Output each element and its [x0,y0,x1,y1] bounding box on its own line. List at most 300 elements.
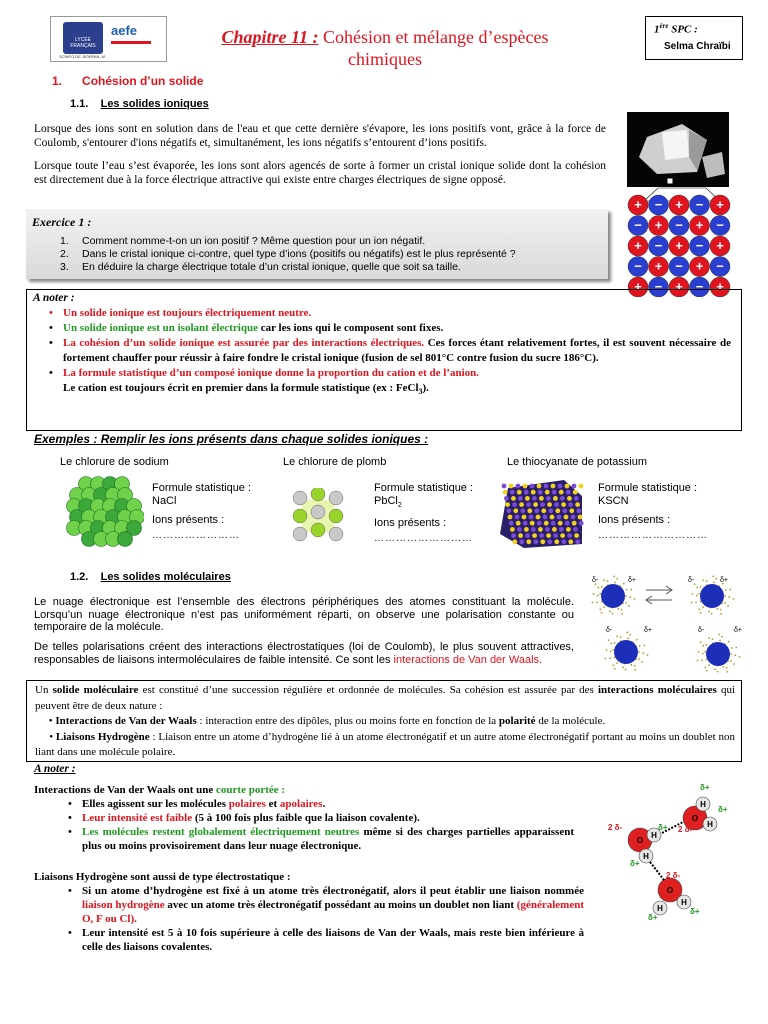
ion-sphere [516,484,521,489]
example-name: Le chlorure de sodium [60,456,169,468]
ion-sphere [545,490,550,495]
electron-dot [634,669,636,671]
ion-sphere [552,527,557,532]
ion-sphere [567,496,572,501]
electron-dot [697,660,699,662]
note-item: • Un solide ionique est toujours électriquement neutre. [35,306,731,321]
note-box-1 [26,289,742,431]
ion-sphere [574,496,579,501]
ion-sphere [575,502,580,507]
ion-sphere [511,496,516,501]
electron-dot [609,611,611,613]
electron-dot [706,644,708,646]
ion-sphere [560,533,565,538]
electron-dot [726,671,728,673]
molecule [700,584,724,608]
ion-sphere [534,508,539,513]
charge-label: δ+ [648,913,658,922]
electron-dot [698,651,700,653]
electron-dot [717,671,719,673]
ion-sphere [519,502,524,507]
electron-dot [730,660,732,662]
electron-dot [720,613,722,615]
electron-dot [722,666,724,668]
ion-sphere [574,533,579,538]
salt-crystal-photo [627,112,729,187]
example-name: Le chlorure de plomb [283,456,387,468]
electron-dot [630,589,632,591]
ion-sphere [572,521,577,526]
electron-dot [733,598,735,600]
note-1-list [35,306,731,399]
ion-sphere [555,508,560,513]
ion-sign-label: + [716,197,724,212]
paragraph-ionic-2: Lorsque toute l’eau s’est évaporée, les ions sont alors agencés de sorte à former un cristal ionique solide dont la cohésion est directement due à la force électrique attractive qui existe entre charges électriques de signe opposé. [34,160,606,186]
ion-sphere [526,539,531,544]
electron-dot [727,605,729,607]
nacl-crystal-image [64,474,144,550]
pbcl2-crystal-image [286,488,350,544]
electron-dot [596,601,598,603]
exercise-item: 1. Comment nomme-t-on un ion positif ? Même question pour un ion négatif. [60,235,426,247]
electron-dot [620,636,622,638]
electron-dot [625,595,627,597]
electron-dot [626,589,628,591]
ion-sphere [540,539,545,544]
ion-sphere [311,505,325,519]
ion-sign-label: − [675,217,683,233]
ion-sphere [575,539,580,544]
electron-dot [728,641,730,643]
electron-dot [731,647,733,649]
ion-sign-label: − [716,258,724,274]
ion-sphere [524,490,529,495]
ion-sphere [502,484,507,489]
ion-sign-label: − [716,217,724,233]
ion-sphere [512,502,517,507]
atom-label: H [707,820,713,829]
ion-sphere [562,508,567,513]
ion-sign-label: − [654,279,663,294]
ion-sphere [543,515,548,520]
ion-sphere [568,502,573,507]
electron-dot [643,645,645,647]
electron-dot [729,589,731,591]
electron-dot [607,580,609,582]
electron-dot [647,654,649,656]
ion-sphere [526,502,531,507]
ion-sphere [517,490,522,495]
ion-sphere [565,484,570,489]
electron-dot [608,639,610,641]
ion-sphere [572,484,577,489]
ion-sign-label: − [634,217,642,233]
note-item: • Si un atome d’hydrogène est fixé à un atome très électronégatif, alors il peut établir une liaison nommée liaison hydrogène avec un atome très électronégatif possédant au moins un doublet non liant (généralement O, F ou Cl). [54,884,584,926]
electron-dot [599,609,601,611]
examples-heading: Exemples : Remplir les ions présents dans chaque solides ioniques : [34,432,429,446]
ion-sphere [537,521,542,526]
ion-sphere [540,502,545,507]
electron-dot [724,595,726,597]
ion-sign-label: + [634,197,642,212]
electron-dot [701,659,703,661]
example-name: Le thiocyanate de potassium [507,456,648,468]
ion-sphere [532,496,537,501]
subsection-1-1-title: 1.1. Les solides ioniques [70,98,209,110]
electron-dot [712,638,714,640]
ion-sphere [532,533,537,538]
electron-dot [704,651,706,653]
paragraph-ionic-1: Lorsque des ions sont en solution dans de l'eau et que cette dernière s'évapore, les ions positifs vont, grâce à la force de Coulomb, s'entourer d'ions négatifs et, simultanément, les ions négatifs s’entourent d’ions positifs. [34,123,606,149]
example-2-text: Formule statistique : PbCl$_2$ Ions présents : ……………………… [374,482,474,544]
electron-dot [597,587,599,589]
charge-label: δ+ [690,907,700,916]
ion-sphere [554,502,559,507]
electron-dot [617,608,619,610]
ionic-lattice-diagram [620,185,740,297]
note-item: • Les molécules restent globalement électriquement neutres même si des charges partielles apparaissent plus ou moins provisoirement dans leur nuage électronique. [54,825,574,853]
ion-sphere [560,496,565,501]
ion-sphere [518,533,523,538]
electron-dot [621,609,623,611]
ion-sign-label: + [695,258,704,274]
definition-box [26,680,742,762]
electron-dot [696,595,698,597]
electron-dot [695,601,697,603]
electron-dot [626,632,628,634]
electron-dot [724,602,726,604]
ion-sphere [513,508,518,513]
atom-label: O [691,814,699,823]
ion-sphere [561,502,566,507]
electron-dot [739,656,741,658]
electron-dot [634,598,636,600]
molecule [706,642,730,666]
electron-dot [628,605,630,607]
ion-sphere [559,527,564,532]
ion-sphere [547,539,552,544]
ion-sphere [559,490,564,495]
electron-dot [702,645,704,647]
electron-dot [613,576,615,578]
ion-sphere [518,496,523,501]
atom-label: O [666,886,674,895]
electron-dot [593,593,595,595]
ion-sphere [118,532,133,547]
ion-sphere [536,515,541,520]
ion-sphere [544,484,549,489]
ion-sign-label: − [695,197,704,212]
electron-dot [616,578,618,580]
ion-sphere [293,527,307,541]
charge-label: δ- [592,577,599,584]
electron-dot [621,613,623,615]
note-item: • La formule statistique d’un composé ionique donne la proportion du cation et de l’anion. Le cation est toujours écrit en premier dans la formule statistique (ex : FeCl$_3$). [35,366,731,399]
ion-sphere [516,521,521,526]
ion-sign-label: + [675,279,683,294]
ion-sphere [530,484,535,489]
electron-dot [601,586,603,588]
ion-sphere [293,509,307,523]
electron-dot [612,665,614,667]
electron-dot [708,664,710,666]
ion-sphere [547,502,552,507]
ion-sphere [537,484,542,489]
ion-sign-label: − [695,279,704,294]
electron-dot [597,595,599,597]
ion-sphere [538,490,543,495]
electron-dot [601,612,603,614]
electron-dot [733,663,735,665]
ion-sphere [573,527,578,532]
ion-sphere [293,491,307,505]
ion-sphere [551,521,556,526]
electron-dot [716,608,718,610]
ion-sphere [548,508,553,513]
ion-sign-label: + [634,238,642,253]
ion-sphere [564,515,569,520]
electron-dot [704,667,706,669]
note-2-vdw: Interactions de Van der Waals ont une courte portée : • Elles agissent sur les molécules polaires et apolaires. • Leur intensité est faible (5 à 100 fois plus faible que la liaison covalente). • Les molécules restent globalement électriquement neutres même si des charges partielles apparaissent plus ou moins provisoirement dans leur nuage électronique. [34,783,594,853]
ion-sphere [329,509,343,523]
ion-sign-label: − [654,197,663,212]
subsection-1-2-title: 1.2. Les solides moléculaires [70,571,231,583]
ion-sphere [546,496,551,501]
ion-sphere [554,539,559,544]
note-2-hydrogen: Liaisons Hydrogène sont aussi de type électrostatique : • Si un atome d’hydrogène est fixé à un atome très électronégatif, alors il peut établir une liaison nommée liaison hydrogène avec un atome très électronégatif possédant au moins un doublet non liant (généralement O, F ou Cl). • Leur intensité est 5 à 10 fois supérieure à celle des liaisons de Van der Waals, mais reste bien inférieure à celle des liaisons covalentes. [34,870,594,954]
ion-sphere [511,533,516,538]
electron-dot [614,668,616,670]
ion-sphere [538,527,543,532]
charge-label: δ+ [658,823,668,832]
note-2-title: A noter : [34,763,76,775]
ion-sphere [524,527,529,532]
ion-sphere [527,508,532,513]
paragraph-molecular-2: De telles polarisations créent des interactions électrostatiques (loi de Coulomb), le plus souvent attractives, responsables de liaisons intermoléculaires de faible intensité. Ce sont les interactions de Van der Waals. [34,641,574,666]
ion-sphere [558,521,563,526]
ion-sphere [525,496,530,501]
ion-sphere [551,484,556,489]
ion-sphere [573,490,578,495]
electron-dot [636,639,638,641]
electron-dot [616,635,618,637]
ion-sphere [504,496,509,501]
section-1-title: 1. Cohésion d’un solide [52,74,204,88]
ion-sphere [546,533,551,538]
example-1-text: Formule statistique : NaCl Ions présents : …………………… [152,482,252,541]
ion-sphere [565,521,570,526]
molecule [601,584,625,608]
electron-dot [610,651,612,653]
electron-dot [734,654,736,656]
ion-sphere [533,539,538,544]
electron-dot [625,602,627,604]
charge-label: 2 δ- [666,871,681,880]
electron-dot [638,651,640,653]
class-label: 1ère SPC : [654,22,698,36]
electron-dot [713,582,715,584]
electron-dot [614,582,616,584]
ion-sign-label: + [695,217,704,233]
exercise-item: 3. En déduire la charge électrique totale d’un cristal ionique, quelle que soit sa taille. [60,261,461,273]
ion-sphere [523,521,528,526]
charge-label: δ- [606,627,613,634]
ion-sign-label: + [654,217,663,233]
electron-dot [700,641,702,643]
electron-dot [735,647,737,649]
note-item: • Leur intensité est 5 à 10 fois supérieure à celle des liaisons de Van der Waals, mais reste bien inférieure à celle des liaisons covalentes. [54,926,584,954]
ion-sphere [569,508,574,513]
electron-dot [702,606,704,608]
electron-dot [603,606,605,608]
charge-label: 2 δ- [608,823,623,832]
ion-sphere [561,539,566,544]
electron-dot [725,589,727,591]
atom-label: O [636,836,644,845]
charge-label: δ+ [720,577,728,584]
ion-sphere [566,490,571,495]
atom-label: H [700,800,706,809]
ion-sphere [512,539,517,544]
ion-sphere [545,527,550,532]
ion-sphere [503,490,508,495]
note-item: • La cohésion d’un solide ionique est assurée par des interactions électriques. Ces forces étant relativement fortes, il est souvent nécessaire de fortement chauffer pour réussir à faire fondre le cristal ionique (fusion de sel 801°C contre fusion du sucre 186°C). [35,336,731,366]
atom-label: H [643,852,649,861]
ion-sphere [550,515,555,520]
school-logo: LYCÉE FRANÇAIS aefe SCINFO DE. BORFAN, M [50,16,167,62]
electron-dot [614,642,616,644]
ion-sphere [519,539,524,544]
charge-label: δ- [698,627,705,634]
electron-dot [698,593,700,595]
electron-dot [627,638,629,640]
electron-dot [698,609,700,611]
electron-dot [634,665,636,667]
ion-sphere [557,515,562,520]
class-box [645,16,743,60]
ion-sign-label: + [716,279,724,294]
electron-dot [714,669,716,671]
ion-sphere [552,490,557,495]
definition-text: Un solide moléculaire est constitué d’une succession régulière et ordonnée de molécules. Sa cohésion est assurée par des interactions moléculaires qui peuvent être de deux nature : • Interactions de Van der Waals : interaction entre des dipôles, plus ou moins forte en fonction de la polarité de la molécule. • Liaisons Hydrogène : Liaison entre un atome d’hydrogène lié à un atome électronégatif et un autre atome électronégatif portant au moins un doublet non liant dans une molécule polaire. [35,684,736,758]
page-title: Chapitre 11 : Cohésion et mélange d’espèces chimiques [221,27,549,69]
electron-dot [730,653,732,655]
electron-dot [726,667,728,669]
electron-dot [702,653,704,655]
charge-label: δ+ [734,627,742,634]
exchange-arrows [646,586,672,604]
electron-dot [612,649,614,651]
ion-sphere [520,508,525,513]
electron-dot [721,636,723,638]
ion-sign-label: − [675,258,683,274]
charge-label: δ- [688,577,695,584]
example-3-text: Formule statistique : KSCN Ions présents : ………………………… [598,482,708,541]
electron-dot [610,643,612,645]
electron-dot [622,667,624,669]
electron-dot [642,652,644,654]
molecule [614,640,638,664]
charge-label: δ+ [718,805,728,814]
atom-label: H [651,831,657,840]
exercise-1-box [26,209,608,279]
hydrogen-bond-line [650,862,664,880]
ion-sphere [505,502,510,507]
ion-sphere [579,484,584,489]
ion-sphere [506,508,511,513]
atom-label: H [657,904,663,913]
ion-sphere [553,496,558,501]
ion-sign-label: − [634,258,642,274]
charge-label: δ+ [628,577,636,584]
ion-sign-label: + [654,258,663,274]
exercise-item: 2. Dans le cristal ionique ci-contre, quel type d’ions (positifs ou négatifs) est le plus représenté ? [60,248,516,260]
atom-label: H [681,898,687,907]
ion-sign-label: + [716,238,724,253]
electron-dot [616,662,618,664]
ion-sphere [515,515,520,520]
ion-sphere [522,515,527,520]
author-name: Selma Chraïbi [664,41,731,52]
electron-dot [612,613,614,615]
exercise-list [60,235,600,274]
note-item: • Leur intensité est faible (5 à 100 fois plus faible que la liaison covalente). [54,811,574,825]
ion-sphere [530,521,535,526]
ion-sphere [578,515,583,520]
polarization-diagram [586,572,746,678]
ion-sphere [510,527,515,532]
electron-dot [638,658,640,660]
ion-sphere [525,533,530,538]
ion-sphere [568,539,573,544]
electron-dot [625,669,627,671]
kscn-crystal-image [494,474,586,550]
electron-dot [715,578,717,580]
electron-dot [706,670,708,672]
charge-label: 2 δ- [678,825,693,834]
ion-sphere [576,508,581,513]
electron-dot [711,613,713,615]
charge-label: δ+ [644,627,652,634]
note-title: A noter : [33,292,75,304]
electron-dot [706,580,708,582]
charge-label: δ+ [630,859,640,868]
electron-dot [692,593,694,595]
electron-dot [702,579,704,581]
ion-sign-label: − [654,238,663,253]
electron-dot [603,579,605,581]
electron-dot [728,596,730,598]
note-item: • Elles agissent sur les molécules polaires et apolaires. [54,797,574,811]
electron-dot [696,587,698,589]
electron-dot [718,634,720,636]
ion-sphere [508,515,513,520]
ion-sphere [509,484,514,489]
ion-sphere [529,515,534,520]
ion-sphere [579,521,584,526]
electron-dot [719,640,721,642]
ion-sign-label: + [675,197,683,212]
ion-sphere [533,502,538,507]
electron-dot [592,602,594,604]
electron-dot [629,596,631,598]
ion-sphere [571,515,576,520]
exercise-title: Exercice 1 : [32,215,92,229]
ion-sphere [531,490,536,495]
ion-sphere [311,488,325,501]
electron-dot [609,657,611,659]
charge-label: δ+ [700,783,710,792]
